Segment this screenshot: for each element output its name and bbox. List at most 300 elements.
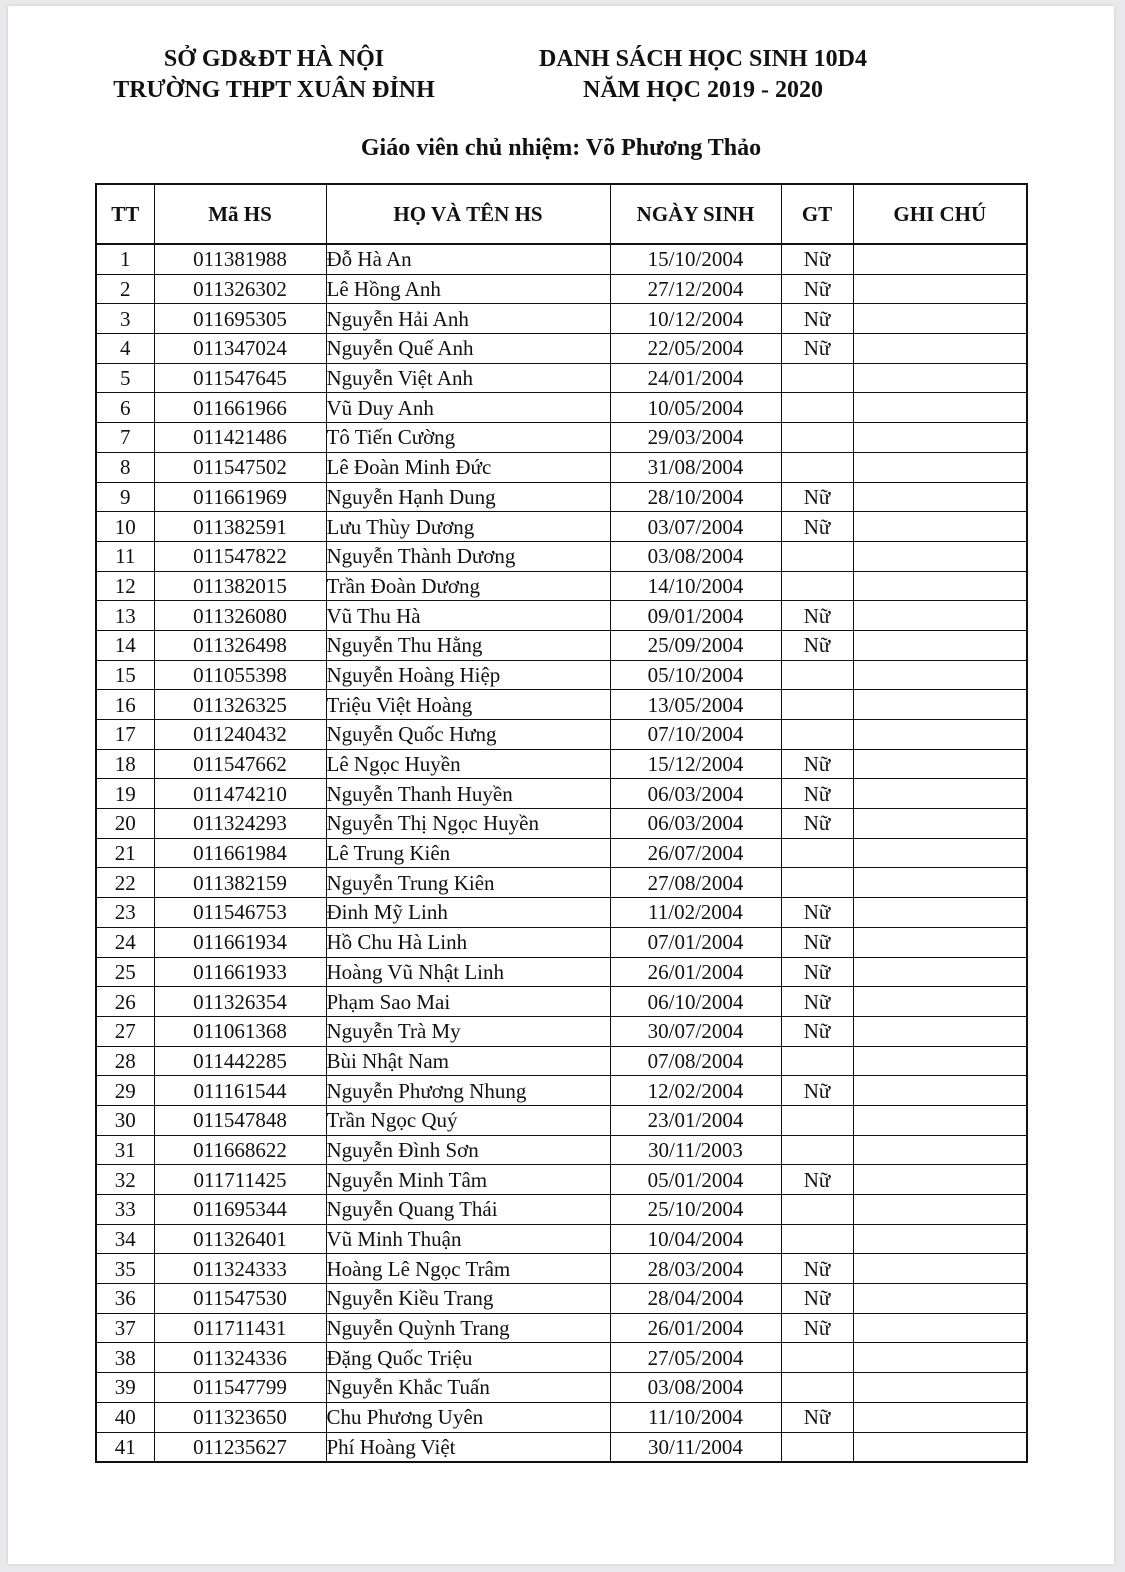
cell-date-of-birth: 11/02/2004 bbox=[610, 898, 781, 928]
cell-gender bbox=[781, 1432, 853, 1462]
table-row bbox=[96, 1105, 1027, 1135]
table-row bbox=[96, 1254, 1027, 1284]
cell-gender bbox=[781, 363, 853, 393]
cell-gender: Nữ bbox=[781, 809, 853, 839]
cell-date-of-birth: 10/04/2004 bbox=[610, 1224, 781, 1254]
cell-full-name: Nguyễn Trà My bbox=[326, 1016, 610, 1046]
table-row bbox=[96, 1076, 1027, 1106]
cell-full-name: Trần Đoàn Dương bbox=[326, 571, 610, 601]
cell-full-name: Lưu Thùy Dương bbox=[326, 512, 610, 542]
cell-full-name: Lê Hồng Anh bbox=[326, 274, 610, 304]
table-row bbox=[96, 571, 1027, 601]
cell-student-id: 011547662 bbox=[154, 749, 326, 779]
table-header-row bbox=[96, 184, 1027, 244]
cell-gender: Nữ bbox=[781, 304, 853, 334]
cell-student-id: 011326498 bbox=[154, 630, 326, 660]
column-header-gender: GT bbox=[781, 184, 853, 244]
cell-full-name: Lê Trung Kiên bbox=[326, 838, 610, 868]
cell-tt: 27 bbox=[96, 1016, 154, 1046]
cell-note bbox=[853, 1254, 1027, 1284]
cell-full-name: Nguyễn Minh Tâm bbox=[326, 1165, 610, 1195]
cell-gender: Nữ bbox=[781, 1165, 853, 1195]
cell-date-of-birth: 23/01/2004 bbox=[610, 1105, 781, 1135]
cell-tt: 18 bbox=[96, 749, 154, 779]
cell-note bbox=[853, 690, 1027, 720]
cell-tt: 13 bbox=[96, 601, 154, 631]
cell-gender bbox=[781, 720, 853, 750]
student-table bbox=[95, 183, 1028, 1463]
cell-full-name: Nguyễn Phương Nhung bbox=[326, 1076, 610, 1106]
cell-tt: 20 bbox=[96, 809, 154, 839]
cell-note bbox=[853, 630, 1027, 660]
cell-tt: 11 bbox=[96, 541, 154, 571]
cell-gender bbox=[781, 660, 853, 690]
cell-gender bbox=[781, 452, 853, 482]
cell-date-of-birth: 12/02/2004 bbox=[610, 1076, 781, 1106]
cell-tt: 19 bbox=[96, 779, 154, 809]
cell-date-of-birth: 28/03/2004 bbox=[610, 1254, 781, 1284]
cell-note bbox=[853, 720, 1027, 750]
cell-student-id: 011055398 bbox=[154, 660, 326, 690]
table-row bbox=[96, 868, 1027, 898]
cell-date-of-birth: 15/10/2004 bbox=[610, 244, 781, 274]
cell-tt: 24 bbox=[96, 927, 154, 957]
cell-date-of-birth: 27/08/2004 bbox=[610, 868, 781, 898]
cell-student-id: 011661966 bbox=[154, 393, 326, 423]
cell-gender: Nữ bbox=[781, 1402, 853, 1432]
cell-gender bbox=[781, 1105, 853, 1135]
cell-full-name: Nguyễn Thu Hằng bbox=[326, 630, 610, 660]
cell-gender: Nữ bbox=[781, 1254, 853, 1284]
cell-date-of-birth: 26/01/2004 bbox=[610, 1313, 781, 1343]
cell-student-id: 011661969 bbox=[154, 482, 326, 512]
cell-tt: 25 bbox=[96, 957, 154, 987]
cell-student-id: 011240432 bbox=[154, 720, 326, 750]
cell-date-of-birth: 25/09/2004 bbox=[610, 630, 781, 660]
table-row bbox=[96, 1195, 1027, 1225]
cell-date-of-birth: 22/05/2004 bbox=[610, 334, 781, 364]
cell-tt: 21 bbox=[96, 838, 154, 868]
cell-note bbox=[853, 1046, 1027, 1076]
cell-tt: 6 bbox=[96, 393, 154, 423]
cell-date-of-birth: 07/10/2004 bbox=[610, 720, 781, 750]
cell-note bbox=[853, 334, 1027, 364]
cell-note bbox=[853, 1284, 1027, 1314]
cell-full-name: Vũ Duy Anh bbox=[326, 393, 610, 423]
cell-tt: 1 bbox=[96, 244, 154, 274]
cell-gender: Nữ bbox=[781, 601, 853, 631]
cell-gender: Nữ bbox=[781, 1076, 853, 1106]
cell-tt: 2 bbox=[96, 274, 154, 304]
table-row bbox=[96, 1046, 1027, 1076]
cell-student-id: 011326401 bbox=[154, 1224, 326, 1254]
cell-tt: 29 bbox=[96, 1076, 154, 1106]
cell-date-of-birth: 07/01/2004 bbox=[610, 927, 781, 957]
cell-full-name: Hoàng Lê Ngọc Trâm bbox=[326, 1254, 610, 1284]
document-title: DANH SÁCH HỌC SINH 10D4 bbox=[538, 46, 868, 72]
cell-student-id: 011695344 bbox=[154, 1195, 326, 1225]
cell-note bbox=[853, 957, 1027, 987]
column-header-student-id: Mã HS bbox=[154, 184, 326, 244]
cell-gender: Nữ bbox=[781, 274, 853, 304]
cell-student-id: 011474210 bbox=[154, 779, 326, 809]
table-row bbox=[96, 601, 1027, 631]
cell-date-of-birth: 30/07/2004 bbox=[610, 1016, 781, 1046]
cell-note bbox=[853, 1195, 1027, 1225]
table-row bbox=[96, 452, 1027, 482]
cell-date-of-birth: 26/07/2004 bbox=[610, 838, 781, 868]
cell-note bbox=[853, 244, 1027, 274]
table-row bbox=[96, 541, 1027, 571]
cell-date-of-birth: 28/04/2004 bbox=[610, 1284, 781, 1314]
cell-note bbox=[853, 987, 1027, 1017]
table-row bbox=[96, 749, 1027, 779]
cell-gender: Nữ bbox=[781, 482, 853, 512]
cell-date-of-birth: 09/01/2004 bbox=[610, 601, 781, 631]
table-row bbox=[96, 482, 1027, 512]
cell-note bbox=[853, 1373, 1027, 1403]
table-row bbox=[96, 1224, 1027, 1254]
cell-student-id: 011161544 bbox=[154, 1076, 326, 1106]
table-row bbox=[96, 1373, 1027, 1403]
title-block bbox=[513, 44, 893, 106]
cell-student-id: 011547502 bbox=[154, 452, 326, 482]
cell-date-of-birth: 06/10/2004 bbox=[610, 987, 781, 1017]
table-row bbox=[96, 1402, 1027, 1432]
cell-tt: 22 bbox=[96, 868, 154, 898]
cell-tt: 12 bbox=[96, 571, 154, 601]
cell-gender bbox=[781, 541, 853, 571]
cell-date-of-birth: 03/08/2004 bbox=[610, 1373, 781, 1403]
cell-full-name: Bùi Nhật Nam bbox=[326, 1046, 610, 1076]
cell-date-of-birth: 25/10/2004 bbox=[610, 1195, 781, 1225]
cell-note bbox=[853, 898, 1027, 928]
table-row bbox=[96, 660, 1027, 690]
cell-full-name: Nguyễn Quế Anh bbox=[326, 334, 610, 364]
cell-note bbox=[853, 1016, 1027, 1046]
column-header-note: GHI CHÚ bbox=[853, 184, 1027, 244]
school-name: TRƯỜNG THPT XUÂN ĐỈNH bbox=[113, 77, 435, 103]
cell-full-name: Hoàng Vũ Nhật Linh bbox=[326, 957, 610, 987]
column-header-date-of-birth: NGÀY SINH bbox=[610, 184, 781, 244]
cell-student-id: 011382015 bbox=[154, 571, 326, 601]
cell-tt: 34 bbox=[96, 1224, 154, 1254]
cell-tt: 7 bbox=[96, 423, 154, 453]
cell-date-of-birth: 06/03/2004 bbox=[610, 779, 781, 809]
cell-tt: 16 bbox=[96, 690, 154, 720]
column-header-tt: TT bbox=[96, 184, 154, 244]
cell-note bbox=[853, 868, 1027, 898]
cell-student-id: 011326302 bbox=[154, 274, 326, 304]
cell-note bbox=[853, 1402, 1027, 1432]
cell-date-of-birth: 15/12/2004 bbox=[610, 749, 781, 779]
cell-gender: Nữ bbox=[781, 749, 853, 779]
cell-student-id: 011382591 bbox=[154, 512, 326, 542]
cell-student-id: 011711425 bbox=[154, 1165, 326, 1195]
cell-full-name: Nguyễn Khắc Tuấn bbox=[326, 1373, 610, 1403]
cell-tt: 33 bbox=[96, 1195, 154, 1225]
cell-gender bbox=[781, 868, 853, 898]
table-row bbox=[96, 1432, 1027, 1462]
cell-note bbox=[853, 809, 1027, 839]
cell-gender bbox=[781, 1046, 853, 1076]
cell-student-id: 011326354 bbox=[154, 987, 326, 1017]
cell-gender: Nữ bbox=[781, 1016, 853, 1046]
cell-gender bbox=[781, 1135, 853, 1165]
table-row bbox=[96, 927, 1027, 957]
table-row bbox=[96, 423, 1027, 453]
cell-full-name: Lê Đoàn Minh Đức bbox=[326, 452, 610, 482]
cell-date-of-birth: 30/11/2003 bbox=[610, 1135, 781, 1165]
cell-note bbox=[853, 779, 1027, 809]
table-row bbox=[96, 1343, 1027, 1373]
cell-student-id: 011547645 bbox=[154, 363, 326, 393]
cell-date-of-birth: 31/08/2004 bbox=[610, 452, 781, 482]
table-row bbox=[96, 1135, 1027, 1165]
cell-student-id: 011324333 bbox=[154, 1254, 326, 1284]
cell-note bbox=[853, 1224, 1027, 1254]
table-body bbox=[96, 244, 1027, 1462]
department-name: SỞ GD&ĐT HÀ NỘI bbox=[163, 46, 385, 72]
cell-gender bbox=[781, 1195, 853, 1225]
cell-note bbox=[853, 304, 1027, 334]
cell-gender bbox=[781, 571, 853, 601]
cell-tt: 28 bbox=[96, 1046, 154, 1076]
cell-full-name: Phí Hoàng Việt bbox=[326, 1432, 610, 1462]
cell-gender: Nữ bbox=[781, 898, 853, 928]
cell-full-name: Phạm Sao Mai bbox=[326, 987, 610, 1017]
table-row bbox=[96, 898, 1027, 928]
cell-full-name: Chu Phương Uyên bbox=[326, 1402, 610, 1432]
table-row bbox=[96, 244, 1027, 274]
cell-date-of-birth: 10/12/2004 bbox=[610, 304, 781, 334]
cell-date-of-birth: 07/08/2004 bbox=[610, 1046, 781, 1076]
cell-note bbox=[853, 571, 1027, 601]
cell-tt: 32 bbox=[96, 1165, 154, 1195]
table-row bbox=[96, 274, 1027, 304]
cell-note bbox=[853, 749, 1027, 779]
cell-gender: Nữ bbox=[781, 957, 853, 987]
table-row bbox=[96, 1165, 1027, 1195]
table-row bbox=[96, 630, 1027, 660]
cell-student-id: 011546753 bbox=[154, 898, 326, 928]
cell-full-name: Nguyễn Hoàng Hiệp bbox=[326, 660, 610, 690]
cell-student-id: 011381988 bbox=[154, 244, 326, 274]
cell-gender bbox=[781, 838, 853, 868]
cell-student-id: 011661984 bbox=[154, 838, 326, 868]
cell-tt: 3 bbox=[96, 304, 154, 334]
cell-gender bbox=[781, 1224, 853, 1254]
table-row bbox=[96, 720, 1027, 750]
cell-note bbox=[853, 1105, 1027, 1135]
cell-student-id: 011326080 bbox=[154, 601, 326, 631]
cell-full-name: Nguyễn Quốc Hưng bbox=[326, 720, 610, 750]
cell-tt: 5 bbox=[96, 363, 154, 393]
cell-note bbox=[853, 512, 1027, 542]
cell-full-name: Tô Tiến Cường bbox=[326, 423, 610, 453]
cell-student-id: 011711431 bbox=[154, 1313, 326, 1343]
cell-gender bbox=[781, 1373, 853, 1403]
cell-student-id: 011547530 bbox=[154, 1284, 326, 1314]
table-row bbox=[96, 1016, 1027, 1046]
cell-student-id: 011547799 bbox=[154, 1373, 326, 1403]
table-row bbox=[96, 1313, 1027, 1343]
cell-tt: 17 bbox=[96, 720, 154, 750]
cell-date-of-birth: 26/01/2004 bbox=[610, 957, 781, 987]
cell-gender: Nữ bbox=[781, 1284, 853, 1314]
cell-full-name: Đinh Mỹ Linh bbox=[326, 898, 610, 928]
cell-date-of-birth: 10/05/2004 bbox=[610, 393, 781, 423]
cell-student-id: 011235627 bbox=[154, 1432, 326, 1462]
cell-date-of-birth: 13/05/2004 bbox=[610, 690, 781, 720]
cell-note bbox=[853, 838, 1027, 868]
cell-note bbox=[853, 1135, 1027, 1165]
cell-date-of-birth: 14/10/2004 bbox=[610, 571, 781, 601]
cell-note bbox=[853, 660, 1027, 690]
cell-tt: 39 bbox=[96, 1373, 154, 1403]
cell-note bbox=[853, 541, 1027, 571]
cell-full-name: Vũ Thu Hà bbox=[326, 601, 610, 631]
cell-gender: Nữ bbox=[781, 334, 853, 364]
table-row bbox=[96, 690, 1027, 720]
cell-tt: 10 bbox=[96, 512, 154, 542]
cell-student-id: 011382159 bbox=[154, 868, 326, 898]
cell-gender: Nữ bbox=[781, 1313, 853, 1343]
cell-full-name: Nguyễn Quỳnh Trang bbox=[326, 1313, 610, 1343]
cell-gender: Nữ bbox=[781, 779, 853, 809]
table-row bbox=[96, 779, 1027, 809]
cell-full-name: Lê Ngọc Huyền bbox=[326, 749, 610, 779]
table-row bbox=[96, 1284, 1027, 1314]
cell-note bbox=[853, 601, 1027, 631]
cell-full-name: Đỗ Hà An bbox=[326, 244, 610, 274]
table-row bbox=[96, 393, 1027, 423]
cell-tt: 26 bbox=[96, 987, 154, 1017]
cell-student-id: 011661934 bbox=[154, 927, 326, 957]
cell-tt: 36 bbox=[96, 1284, 154, 1314]
cell-gender bbox=[781, 690, 853, 720]
cell-date-of-birth: 06/03/2004 bbox=[610, 809, 781, 839]
cell-full-name: Nguyễn Kiều Trang bbox=[326, 1284, 610, 1314]
cell-full-name: Hồ Chu Hà Linh bbox=[326, 927, 610, 957]
cell-note bbox=[853, 274, 1027, 304]
table-row bbox=[96, 838, 1027, 868]
cell-note bbox=[853, 1313, 1027, 1343]
cell-student-id: 011661933 bbox=[154, 957, 326, 987]
cell-tt: 4 bbox=[96, 334, 154, 364]
cell-tt: 9 bbox=[96, 482, 154, 512]
cell-tt: 35 bbox=[96, 1254, 154, 1284]
table-row bbox=[96, 809, 1027, 839]
cell-student-id: 011324336 bbox=[154, 1343, 326, 1373]
cell-date-of-birth: 05/10/2004 bbox=[610, 660, 781, 690]
cell-full-name: Nguyễn Thị Ngọc Huyền bbox=[326, 809, 610, 839]
cell-full-name: Nguyễn Thành Dương bbox=[326, 541, 610, 571]
cell-date-of-birth: 30/11/2004 bbox=[610, 1432, 781, 1462]
cell-tt: 15 bbox=[96, 660, 154, 690]
cell-student-id: 011061368 bbox=[154, 1016, 326, 1046]
cell-tt: 30 bbox=[96, 1105, 154, 1135]
cell-date-of-birth: 11/10/2004 bbox=[610, 1402, 781, 1432]
cell-student-id: 011547822 bbox=[154, 541, 326, 571]
cell-student-id: 011323650 bbox=[154, 1402, 326, 1432]
cell-tt: 41 bbox=[96, 1432, 154, 1462]
cell-full-name: Nguyễn Việt Anh bbox=[326, 363, 610, 393]
cell-gender: Nữ bbox=[781, 927, 853, 957]
cell-tt: 14 bbox=[96, 630, 154, 660]
table-row bbox=[96, 957, 1027, 987]
cell-gender: Nữ bbox=[781, 244, 853, 274]
cell-student-id: 011442285 bbox=[154, 1046, 326, 1076]
table-row bbox=[96, 334, 1027, 364]
cell-student-id: 011668622 bbox=[154, 1135, 326, 1165]
cell-gender bbox=[781, 393, 853, 423]
cell-student-id: 011421486 bbox=[154, 423, 326, 453]
cell-full-name: Nguyễn Hải Anh bbox=[326, 304, 610, 334]
cell-note bbox=[853, 363, 1027, 393]
cell-date-of-birth: 03/07/2004 bbox=[610, 512, 781, 542]
cell-full-name: Nguyễn Trung Kiên bbox=[326, 868, 610, 898]
cell-student-id: 011695305 bbox=[154, 304, 326, 334]
cell-full-name: Vũ Minh Thuận bbox=[326, 1224, 610, 1254]
issuer-block bbox=[104, 44, 444, 106]
cell-date-of-birth: 28/10/2004 bbox=[610, 482, 781, 512]
cell-gender bbox=[781, 423, 853, 453]
table-row bbox=[96, 987, 1027, 1017]
cell-full-name: Nguyễn Thanh Huyền bbox=[326, 779, 610, 809]
cell-full-name: Nguyễn Hạnh Dung bbox=[326, 482, 610, 512]
cell-gender: Nữ bbox=[781, 630, 853, 660]
cell-tt: 8 bbox=[96, 452, 154, 482]
cell-gender: Nữ bbox=[781, 987, 853, 1017]
table-row bbox=[96, 512, 1027, 542]
cell-note bbox=[853, 393, 1027, 423]
document-page bbox=[8, 6, 1114, 1564]
cell-note bbox=[853, 927, 1027, 957]
cell-note bbox=[853, 482, 1027, 512]
homeroom-teacher: Giáo viên chủ nhiệm: Võ Phương Thảo bbox=[360, 135, 762, 161]
school-year: NĂM HỌC 2019 - 2020 bbox=[583, 77, 823, 103]
cell-note bbox=[853, 1165, 1027, 1195]
cell-date-of-birth: 27/05/2004 bbox=[610, 1343, 781, 1373]
cell-note bbox=[853, 1432, 1027, 1462]
cell-full-name: Đặng Quốc Triệu bbox=[326, 1343, 610, 1373]
cell-full-name: Trần Ngọc Quý bbox=[326, 1105, 610, 1135]
cell-note bbox=[853, 452, 1027, 482]
cell-student-id: 011347024 bbox=[154, 334, 326, 364]
cell-gender: Nữ bbox=[781, 512, 853, 542]
cell-tt: 23 bbox=[96, 898, 154, 928]
cell-note bbox=[853, 1076, 1027, 1106]
cell-tt: 38 bbox=[96, 1343, 154, 1373]
cell-full-name: Nguyễn Đình Sơn bbox=[326, 1135, 610, 1165]
cell-full-name: Nguyễn Quang Thái bbox=[326, 1195, 610, 1225]
cell-student-id: 011326325 bbox=[154, 690, 326, 720]
cell-date-of-birth: 24/01/2004 bbox=[610, 363, 781, 393]
cell-full-name: Triệu Việt Hoàng bbox=[326, 690, 610, 720]
cell-note bbox=[853, 423, 1027, 453]
cell-gender bbox=[781, 1343, 853, 1373]
column-header-full-name: HỌ VÀ TÊN HS bbox=[326, 184, 610, 244]
cell-student-id: 011547848 bbox=[154, 1105, 326, 1135]
cell-date-of-birth: 29/03/2004 bbox=[610, 423, 781, 453]
cell-date-of-birth: 27/12/2004 bbox=[610, 274, 781, 304]
cell-date-of-birth: 05/01/2004 bbox=[610, 1165, 781, 1195]
table-row bbox=[96, 363, 1027, 393]
table-row bbox=[96, 304, 1027, 334]
cell-student-id: 011324293 bbox=[154, 809, 326, 839]
cell-date-of-birth: 03/08/2004 bbox=[610, 541, 781, 571]
